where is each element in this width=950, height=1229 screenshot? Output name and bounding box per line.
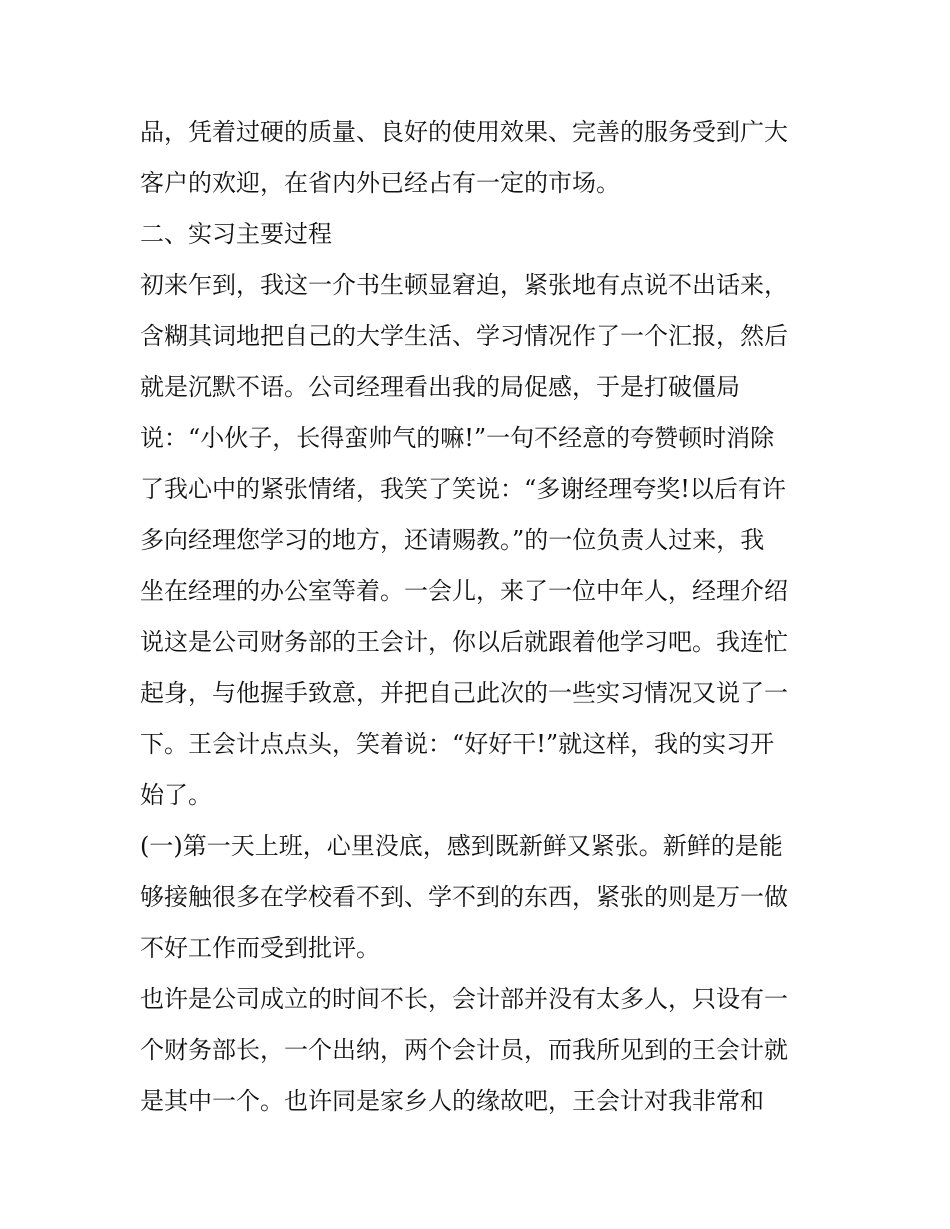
text-line: 个财务部长，一个出纳，两个会计员，而我所见到的王会计就 (140, 1036, 788, 1064)
text-line: 不好工作而受到批评。 (140, 934, 380, 962)
text-line: 含糊其词地把自己的大学生活、学习情况作了一个汇报，然后 (140, 322, 788, 350)
text-line: 说：“小伙子，长得蛮帅气的嘛!”一句不经意的夸赞顿时消除 (140, 424, 775, 452)
text-line: 下。王会计点点头，笑着说：“好好干!”就这样，我的实习开 (140, 730, 775, 758)
text-line: 坐在经理的办公室等着。一会儿，来了一位中年人，经理介绍 (140, 577, 788, 605)
text-line: 也许是公司成立的时间不长，会计部并没有太多人，只设有一 (140, 985, 788, 1013)
text-line: 起身，与他握手致意，并把自己此次的一些实习情况又说了一 (140, 679, 788, 707)
text-line: 是其中一个。也许同是家乡人的缘故吧，王会计对我非常和 (140, 1087, 764, 1115)
text-line: 品，凭着过硬的质量、良好的使用效果、完善的服务受到广大 (140, 118, 788, 146)
text-line: 了我心中的紧张情绪，我笑了笑说：“多谢经理夸奖!以后有许 (140, 475, 786, 503)
section-heading: 二、实习主要过程 (140, 220, 332, 248)
text-line: 初来乍到，我这一介书生顿显窘迫，紧张地有点说不出话来， (140, 271, 788, 299)
text-line: 多向经理您学习的地方，还请赐教。”的一位负责人过来，我 (140, 526, 765, 554)
text-line: (一)第一天上班，心里没底，感到既新鲜又紧张。新鲜的是能 (140, 832, 783, 860)
text-line: 说这是公司财务部的王会计，你以后就跟着他学习吧。我连忙 (140, 628, 788, 656)
text-line: 够接触很多在学校看不到、学不到的东西，紧张的则是万一做 (140, 883, 788, 911)
text-line: 客户的欢迎，在省内外已经占有一定的市场。 (140, 169, 620, 197)
text-line: 始了。 (140, 781, 212, 809)
text-line: 就是沉默不语。公司经理看出我的局促感，于是打破僵局 (140, 373, 740, 401)
body-text (140, 107, 820, 1127)
